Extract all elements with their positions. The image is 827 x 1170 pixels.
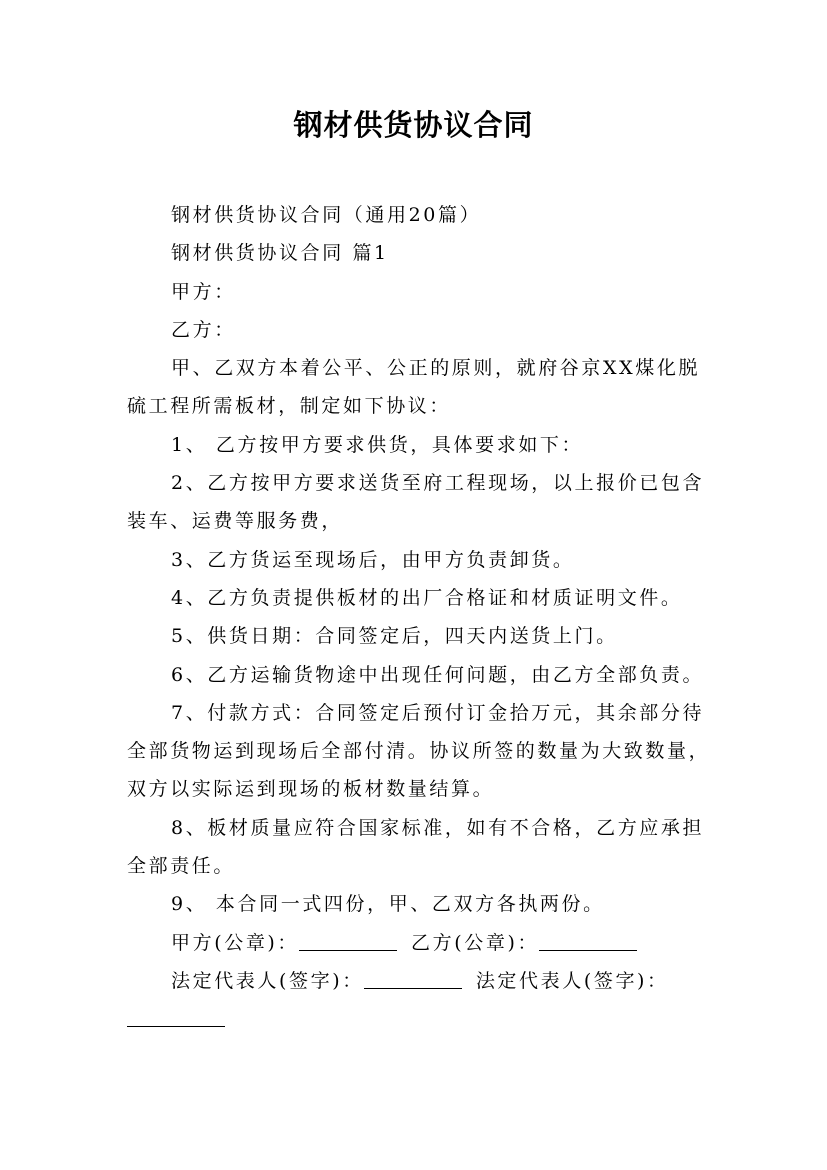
document-body [127, 196, 712, 1027]
paragraph-section-heading: 钢材供货协议合同 篇1 [171, 242, 389, 265]
clause-2: 2、乙方按甲方要求送货至府工程现场，以上报价已包含装车、运费等服务费， [127, 472, 705, 533]
seal-row [127, 924, 712, 962]
clause-9: 9、 本合同一式四份，甲、乙双方各执两份。 [171, 893, 605, 916]
legal-rep-row [127, 962, 712, 1000]
clause-7: 7、付款方式：合同签定后预付订金拾万元，其余部分待全部货物运到现场后全部付清。协议所签的数量为大致数量，双方以实际运到现场的板材数量结算。 [127, 701, 711, 801]
document-title: 钢材供货协议合同 [293, 108, 534, 142]
paragraph-preamble: 甲、乙双方本着公平、公正的原则，就府谷京XX煤化脱硫工程所需板材，制定如下协议： [127, 357, 701, 418]
paragraph-party-a: 甲方： [171, 280, 236, 303]
clause-1: 1、 乙方按甲方要求供货，具体要求如下： [171, 433, 584, 456]
clause-8: 8、板材质量应符合国家标准，如有不合格，乙方应承担全部责任。 [127, 816, 705, 878]
legal-rep-a-blank [364, 968, 462, 989]
clause-3: 3、乙方货运至现场后，由甲方负责卸货。 [171, 548, 575, 571]
legal-rep-a-label: 法定代表人(签字)： [171, 969, 364, 992]
party-b-seal-blank [539, 930, 637, 951]
party-b-seal-label: 乙方(公章)： [411, 931, 540, 954]
party-a-seal-blank [299, 930, 397, 951]
legal-rep-b-label: 法定代表人(签字)： [475, 969, 669, 992]
paragraph-party-b: 乙方： [171, 318, 236, 341]
clause-6: 6、乙方运输货物途中出现任何问题，由乙方全部负责。 [171, 663, 705, 686]
paragraph-subtitle: 钢材供货协议合同（通用20篇） [171, 204, 482, 226]
clause-5: 5、供货日期：合同签定后，四天内送货上门。 [171, 625, 618, 648]
party-a-seal-label: 甲方(公章)： [171, 931, 300, 954]
clause-4: 4、乙方负责提供板材的出厂合格证和材质证明文件。 [171, 586, 683, 609]
legal-rep-b-blank [127, 1006, 225, 1027]
